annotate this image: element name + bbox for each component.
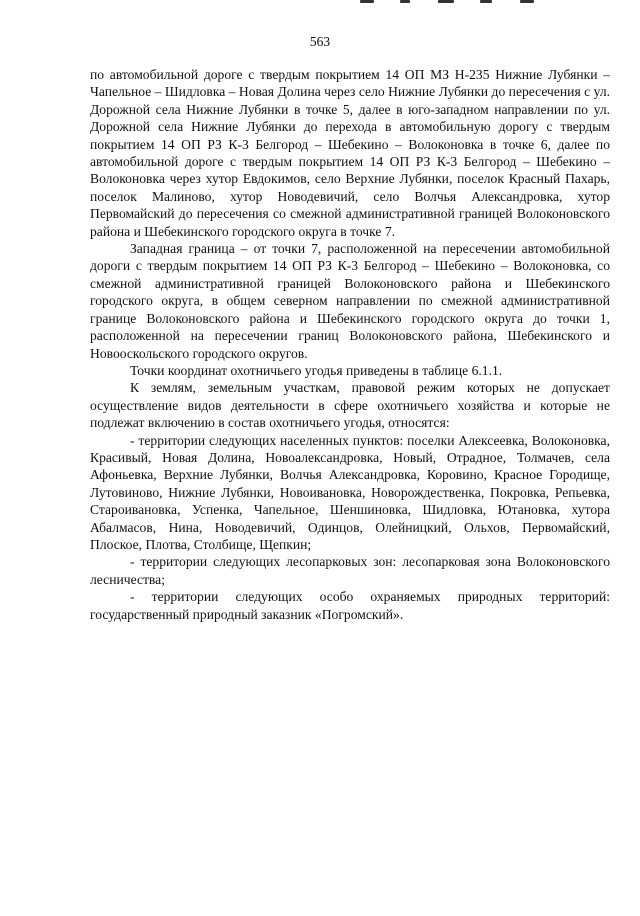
paragraph-excluded-lands-intro: К землям, земельным участкам, правовой режим которых не допускает осуществление видов деятельности в сфере охотничьего хозяйства и которые не подлежат включению в состав охотничьего угодья, относятся: bbox=[90, 380, 610, 431]
list-item-protected-areas: - территории следующих особо охраняемых природных территорий: государственный природный заказник «Погромский». bbox=[90, 589, 610, 622]
document-body bbox=[90, 66, 610, 623]
list-item-settlements: - территории следующих населенных пунктов: поселки Алексеевка, Волоконовка, Красивый, Новая Долина, Новоалександровка, Новый, Отрадное, Толмачев, села Афоньевка, Верхние Лубянки, Волчья Александровка, Коровино, Красное Городище, Лутовиново, Нижние Лубянки, Новоивановка, Новорождественка, Покровка, Репьевка, Староивановка, Успенка, Чапельное, Шеншиновка, Шидловка, Ютановка, хутора Абалмасов, Нина, Новодевичий, Одинцов, Олейницкий, Ольхов, Первомайский, Плоское, Плотва, Столбище, Щепкин; bbox=[90, 432, 610, 552]
list-item-forest-park-zones: - территории следующих лесопарковых зон: лесопарковая зона Волоконовского лесничества; bbox=[90, 554, 610, 587]
scan-artifacts bbox=[360, 0, 540, 4]
page-number: 563 bbox=[309, 34, 331, 49]
paragraph-coordinates-reference: Точки координат охотничьего угодья приведены в таблице 6.1.1. bbox=[130, 362, 503, 378]
paragraph-western-boundary: Западная граница – от точки 7, расположенной на пересечении автомобильной дороги с твердым покрытием 14 ОП РЗ К-3 Белгород – Шебекино – Волоконовка, со смежной административной границей Волоконовского района и Шебекинского городского округа, в общем северном направлении по смежной административной границе Волоконовского района и Шебекинского городского округа до точки 1, расположенной на пересечении границ Волоконовского района, Шебекинского и Новооскольского городского округов. bbox=[90, 241, 610, 361]
paragraph-boundary-continuation: по автомобильной дороге с твердым покрытием 14 ОП МЗ Н-235 Нижние Лубянки – Чапельное – Шидловка – Новая Долина через село Нижние Лубянки до пересечения с ул. Дорожной села Нижние Лубянки в точке 5, далее в юго-западном направлении по ул. Дорожной села Нижние Лубянки до перехода в автомобильную дорогу с твердым покрытием 14 ОП РЗ К-3 Белгород – Шебекино – Волоконовка в точке 6, далее по автомобильной дороге с твердым покрытием 14 ОП РЗ К-3 Белгород – Шебекино – Волоконовка через хутор Евдокимов, село Верхние Лубянки, поселок Красный Пахарь, поселок Малиново, хутор Новодевичий, село Волчья Александровка, хутор Первомайский до пересечения со смежной административной границей Волоконовского района и Шебекинского городского округа в точке 7. bbox=[90, 67, 610, 239]
